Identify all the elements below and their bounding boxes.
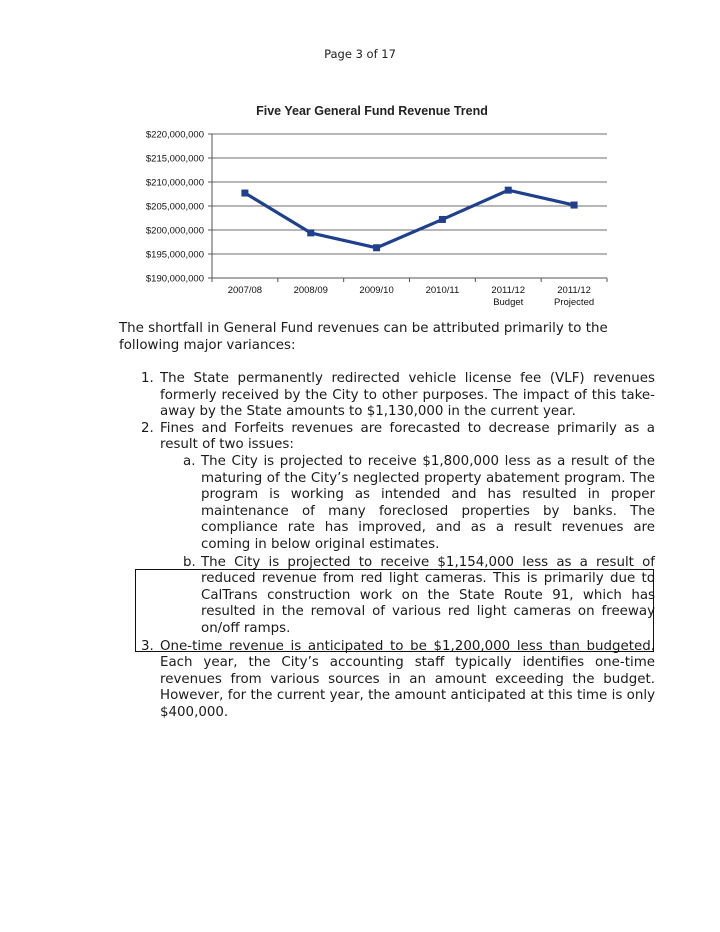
sublist-letter: a. — [183, 453, 196, 469]
sublist-letter: b. — [183, 554, 196, 570]
line-chart-svg — [120, 95, 620, 320]
x-tick-label: Projected — [554, 297, 595, 308]
list-item-3 — [119, 639, 655, 722]
sublist-item-text: The City is projected to receive $1,800,000 less as a result of the maturing of the City’s neglected property abatement program. The program is working as intended and has resulted in proper maintenance of many foreclosed properties by banks. The compliance rate has improved, and as a result revenues are coming in below original estimates. — [201, 453, 655, 552]
data-series — [241, 187, 577, 252]
list-number: 1. — [141, 371, 154, 386]
y-tick-label: $190,000,000 — [145, 273, 204, 285]
y-tick-label: $200,000,000 — [145, 225, 204, 237]
x-tick-label: 2011/12 — [557, 285, 591, 296]
sublist-item-a — [119, 454, 655, 554]
data-point-marker — [571, 202, 578, 209]
x-axis — [212, 278, 607, 308]
x-tick-label: 2010/11 — [425, 285, 460, 296]
list-item-1 — [119, 371, 655, 421]
y-tick-label: $195,000,000 — [145, 249, 204, 261]
intro-paragraph: The shortfall in General Fund revenues can be attributed primarily to the following major variances: — [119, 321, 608, 353]
revenue-trend-chart — [120, 95, 620, 320]
chart-gridlines — [212, 134, 607, 278]
x-tick-label: 2008/09 — [293, 285, 328, 296]
x-tick-label: 2007/08 — [227, 285, 263, 296]
data-point-marker — [241, 190, 248, 197]
x-tick-label: Budget — [493, 297, 524, 308]
list-item-text: One-time revenue is anticipated to be $1,200,000 less than budgeted. Each year, the City’s accounting staff typically identifies one-time revenues from various sources in an amount exceeding the budget. However, for the current year, the amount anticipated at this time is only $400,000. — [160, 638, 655, 720]
data-point-marker — [439, 216, 446, 223]
list-number: 2. — [141, 420, 154, 436]
variance-list — [119, 371, 655, 721]
y-axis — [146, 130, 212, 285]
list-item-2 — [119, 421, 655, 454]
data-point-marker — [307, 229, 314, 236]
list-item-text: The State permanently redirected vehicle license fee (VLF) revenues formerly received by the City to other purposes. The impact of this take-away by the State amounts to $1,130,000 in the current year. — [160, 371, 655, 420]
data-point-marker — [373, 244, 380, 251]
revenue-line — [245, 190, 574, 248]
list-number: 3. — [141, 638, 154, 654]
sublist-item-text: The City is projected to receive $1,154,000 less as a result of reduced revenue from red light cameras. This is primarily due to CalTrans construction work on the State Route 91, which has resulted in the removal of various red light cameras on freeway on/off ramps. — [201, 554, 655, 636]
chart-title: Five Year General Fund Revenue Trend — [256, 104, 488, 118]
data-point-marker — [505, 187, 512, 194]
sublist-item-b — [119, 555, 655, 638]
x-tick-label: 2011/12 — [491, 285, 526, 296]
list-item-text: Fines and Forfeits revenues are forecasted to decrease primarily as a result of two issues: — [160, 420, 655, 453]
page-number-header: Page 3 of 17 — [324, 47, 396, 61]
y-tick-label: $210,000,000 — [145, 177, 204, 189]
x-tick-label: 2009/10 — [359, 285, 394, 296]
y-tick-label: $215,000,000 — [145, 153, 204, 165]
y-tick-label: $205,000,000 — [145, 201, 204, 213]
y-tick-label: $220,000,000 — [145, 129, 204, 141]
